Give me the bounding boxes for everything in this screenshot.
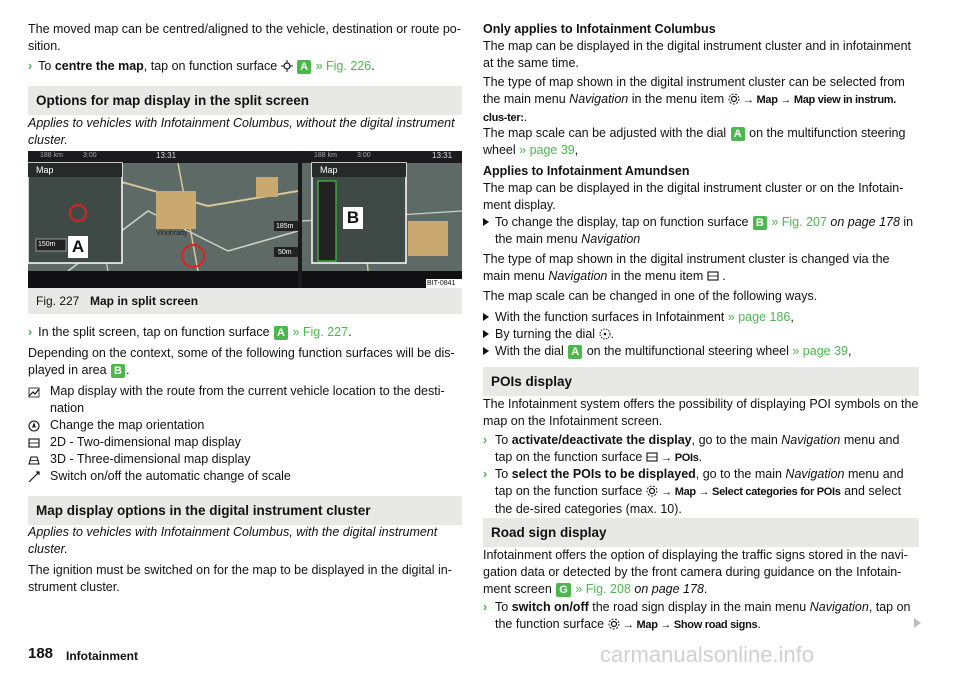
step-chevron-icon: › xyxy=(483,600,488,614)
paragraph-scale-ways: The map scale can be changed in one of the following ways. xyxy=(483,289,818,303)
paragraph-context: Depending on the context, some of the following function surfaces will be dis-played in area B . xyxy=(28,346,455,377)
key-b: B xyxy=(753,216,767,230)
section-heading-road-signs: Road sign display xyxy=(483,518,919,547)
paragraph-map-scale: The map scale can be adjusted with the dial A on the multifunction steering wheel » page 39, xyxy=(483,126,906,157)
step-chevron-icon: › xyxy=(483,467,488,481)
left-screen-range: 188 km xyxy=(40,152,63,159)
left-panel-title: Map xyxy=(36,165,54,175)
paragraph-amundsen: The map can be displayed in the digital instrument cluster or on the Infotain-ment display. xyxy=(483,181,904,212)
figure-illustration xyxy=(28,151,462,288)
step-chevron-icon: › xyxy=(483,433,488,447)
figure-label-a: A xyxy=(68,236,88,258)
page-ref-link[interactable]: » page 39 xyxy=(792,344,848,358)
page-ref-link[interactable]: » page 39 xyxy=(519,143,575,157)
feature-route: Map display with the route from the current vehicle location to the desti-nation xyxy=(28,383,462,417)
paragraph-moved-map: The moved map can be centred/aligned to the vehicle, destination or route po-sition. xyxy=(28,22,461,53)
section-heading-split-screen: Options for map display in the split screen xyxy=(28,86,462,115)
fig-ref-link[interactable]: » Fig. 227 xyxy=(292,325,349,339)
left-screen-clock: 3:00 xyxy=(83,152,97,159)
settings-icon xyxy=(646,485,658,497)
fig-ref-link[interactable]: » Fig. 208 xyxy=(575,582,631,596)
section-heading-pois: POIs display xyxy=(483,367,919,396)
step-chevron-icon: › xyxy=(28,59,33,73)
step-split-screen: › In the split screen, tap on function surface A » Fig. 227. xyxy=(28,325,352,339)
figure-title: Map in split screen xyxy=(90,294,199,308)
figure-number: Fig. 227 xyxy=(36,294,80,308)
bullet-change-display: To change the display, tap on function surface B » Fig. 207 on page 178 in the main menu Navigation xyxy=(483,214,919,248)
bullet-triangle-icon xyxy=(483,218,489,226)
route-overview-icon xyxy=(28,386,40,398)
figure-code: BIT-0841 xyxy=(427,280,456,287)
step-select-pois: › To select the POIs to be displayed, go to the main Navigation menu and tap on the function surface → Map → Select categories for POIs and select the de-sired categories (max. 10). xyxy=(483,467,904,516)
heading-amundsen: Applies to Infotainment Amundsen xyxy=(483,164,690,178)
map-3d-icon xyxy=(28,454,40,466)
settings-icon xyxy=(728,93,740,105)
key-a: A xyxy=(568,345,582,359)
figure-map-split-screen xyxy=(28,151,462,288)
dial-icon xyxy=(599,328,611,340)
paragraph-columbus: The map can be displayed in the digital instrument cluster and in infotainment at the same time. xyxy=(483,39,912,70)
feature-autoscale: Switch on/off the automatic change of scale xyxy=(28,468,462,485)
bullet-triangle-icon xyxy=(483,347,489,355)
page-number: 188 xyxy=(28,645,54,662)
scale-50m: 50m xyxy=(278,249,292,256)
key-a: A xyxy=(274,326,288,340)
key-b: B xyxy=(111,364,125,378)
step-chevron-icon: › xyxy=(28,325,33,339)
paragraph-ignition: The ignition must be switched on for the map to be displayed in the digital in-strument cluster. xyxy=(28,563,452,594)
watermark: carmanualsonline.info xyxy=(600,642,815,667)
left-screen-time: 13:31 xyxy=(156,151,177,160)
bullet-triangle-icon xyxy=(483,330,489,338)
figure-caption xyxy=(28,288,462,314)
scale-150m: 150m xyxy=(38,241,56,248)
feature-orientation: Change the map orientation xyxy=(28,417,462,434)
settings-icon xyxy=(608,618,620,630)
step-road-signs: › To switch on/off the road sign display in the main menu Navigation, tap on the function surface → Map → Show road signs. xyxy=(483,600,911,631)
right-screen-range: 188 km xyxy=(314,152,337,159)
step-activate-pois: › To activate/deactivate the display, go to the main Navigation menu and tap on the function surface → POIs. xyxy=(483,433,900,464)
bullet-turn-dial: By turning the dial . xyxy=(483,326,919,343)
key-a: A xyxy=(297,60,311,74)
bullet-steering-dial: With the dial A on the multifunctional steering wheel » page 39, xyxy=(483,343,919,360)
map-2d-icon xyxy=(646,451,658,463)
compass-icon xyxy=(28,420,40,432)
paragraph-map-type-menu: The type of map shown in the digital instrument cluster is changed via the main menu Navigation in the menu item . xyxy=(483,252,890,283)
fig-ref-link[interactable]: » Fig. 207 xyxy=(771,215,827,229)
paragraph-pois: The Infotainment system offers the possibility of displaying POI symbols on the map on the Infotainment screen. xyxy=(483,397,919,428)
bullet-function-surfaces: With the function surfaces in Infotainment » page 186, xyxy=(483,309,919,326)
page-ref-link[interactable]: » page 186 xyxy=(727,310,791,324)
section-heading-instrument-cluster: Map display options in the digital instrument cluster xyxy=(28,496,462,525)
scale-185m: 185m xyxy=(276,223,294,230)
key-a: A xyxy=(731,127,745,141)
heading-columbus: Only applies to Infotainment Columbus xyxy=(483,22,716,36)
paragraph-map-type: The type of map shown in the digital instrument cluster can be selected from the main menu Navigation in the menu item → Map → Map view in instrum. clus-ter:. xyxy=(483,75,905,124)
applies-note-1: Applies to vehicles with Infotainment Columbus, without the digital instrument cluster. xyxy=(28,116,455,147)
crosshair-icon xyxy=(281,60,293,72)
map-city-label: Vinohrady xyxy=(156,230,188,237)
key-g: G xyxy=(556,583,571,597)
fig-ref-link[interactable]: » Fig. 226 xyxy=(315,59,372,73)
step-centre-map: › To centre the map, tap on function surface A » Fig. 226. xyxy=(28,59,375,73)
right-panel-title: Map xyxy=(320,165,338,175)
map-2d-icon xyxy=(28,437,40,449)
right-screen-time: 13:31 xyxy=(432,151,453,160)
applies-note-2: Applies to vehicles with Infotainment Columbus, with the digital instrument cluster. xyxy=(28,525,438,556)
next-page-arrow-icon[interactable] xyxy=(914,618,921,628)
map-2d-icon xyxy=(707,270,719,282)
right-screen-clock: 3:00 xyxy=(357,152,371,159)
feature-3d: 3D - Three-dimensional map display xyxy=(28,451,462,468)
paragraph-road-signs: Infotainment offers the option of displaying the traffic signs stored in the navi-gation data or detected by the front camera during guidance on the Infotain-ment screen G » Fig. 208 on page 178. xyxy=(483,548,908,596)
bullet-triangle-icon xyxy=(483,313,489,321)
autozoom-icon xyxy=(28,471,40,483)
figure-label-b: B xyxy=(343,207,363,229)
footer-chapter-title: Infotainment xyxy=(66,649,138,663)
feature-2d: 2D - Two-dimensional map display xyxy=(28,434,462,451)
